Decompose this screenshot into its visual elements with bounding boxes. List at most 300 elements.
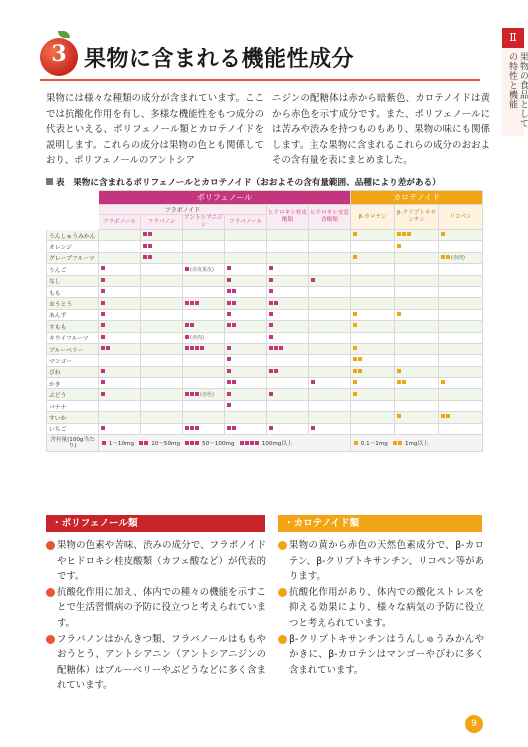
legend-text: 10～50mg [151,441,181,448]
content-cell [439,252,483,263]
legend-row [47,435,483,452]
carotenoid-bullet-list [278,538,484,678]
content-cell [439,321,483,332]
list-item-text: 果物の色素や苦味、渋みの成分で、フラボノイドやヒドロキシ桂皮酸類（カフェ酸など）が代表的です。 [57,540,266,583]
legend-swatch [250,441,254,445]
amount-marker [101,289,105,293]
amount-marker [274,369,278,373]
amount-marker [185,267,189,271]
fruit-name: もも [47,286,99,297]
fruit-name: びわ [47,366,99,377]
content-cell [351,343,395,354]
content-cell [183,230,225,241]
amount-marker [227,380,231,384]
content-cell [309,252,351,263]
content-cell [267,264,309,275]
section-title: 果物に含まれる機能性成分 [84,47,355,72]
amount-marker [397,380,401,384]
content-cell [99,412,141,423]
content-cell [439,286,483,297]
amount-marker [232,289,236,293]
content-cell [309,400,351,411]
legend-label: 含有量(100g当たり) [47,435,99,452]
content-cell [351,321,395,332]
amount-marker [232,426,236,430]
col-header: β-カロテン [351,205,395,230]
content-cell [395,252,439,263]
content-cell [183,423,225,434]
amount-marker [353,357,357,361]
content-cell [183,343,225,354]
content-cell [225,366,267,377]
table-row [47,332,483,343]
table-row [47,389,483,400]
content-cell [141,252,183,263]
content-cell [439,241,483,252]
content-cell [99,366,141,377]
list-item [278,632,484,679]
content-cell [439,378,483,389]
title-underline [40,79,480,81]
content-cell [267,400,309,411]
bullet-icon [278,635,287,644]
fruit-name: キウイフルーツ [47,332,99,343]
amount-marker [232,380,236,384]
amount-marker [269,323,273,327]
table-row [47,412,483,423]
amount-marker [446,414,450,418]
fruit-name: あんず [47,309,99,320]
content-cell [267,286,309,297]
amount-marker [232,301,236,305]
content-cell [309,343,351,354]
legend-swatch [398,441,402,445]
content-cell [267,275,309,286]
content-cell [267,241,309,252]
fruit-name: いちご [47,423,99,434]
corner-cell [47,191,99,230]
content-cell [225,412,267,423]
amount-marker [101,278,105,282]
content-cell [439,412,483,423]
table-row [47,366,483,377]
content-cell [439,332,483,343]
content-cell [351,309,395,320]
legend-swatch [393,441,397,445]
content-cell [225,230,267,241]
amount-marker [190,323,194,327]
content-cell [309,286,351,297]
amount-marker [269,289,273,293]
amount-marker [190,392,194,396]
amount-marker [269,312,273,316]
content-cell [183,321,225,332]
amount-marker [353,380,357,384]
content-cell [309,241,351,252]
content-cell [267,378,309,389]
content-cell [183,332,225,343]
amount-marker [190,346,194,350]
amount-marker [441,380,445,384]
content-cell [351,400,395,411]
legend-text: 1mg以上 [404,441,429,448]
amount-marker [227,312,231,316]
amount-marker [185,301,189,305]
content-cell [309,321,351,332]
content-cell [439,264,483,275]
content-cell [99,389,141,400]
content-cell [99,230,141,241]
content-cell [439,343,483,354]
content-cell [141,343,183,354]
amount-marker [274,346,278,350]
amount-marker [397,312,401,316]
content-cell [99,286,141,297]
content-cell [225,332,267,343]
content-cell [395,230,439,241]
amount-marker [227,369,231,373]
content-cell [183,389,225,400]
table-caption-text: 表 果物に含まれるポリフェノールとカロテノイド（おおよその含有量範囲、品種により差がある） [56,178,441,188]
fruit-name: すいか [47,412,99,423]
fruit-name: グレープフルーツ [47,252,99,263]
content-cell [141,378,183,389]
content-cell [351,378,395,389]
apple-icon [40,38,78,76]
table-body [47,230,483,435]
amount-marker [353,346,357,350]
content-cell [439,423,483,434]
amount-marker [269,301,273,305]
amount-marker [227,323,231,327]
content-cell [439,230,483,241]
section-number: 3 [51,41,67,67]
bullet-icon [278,541,287,550]
amount-marker [148,255,152,259]
content-cell [99,264,141,275]
fruit-name: うんしゅうみかん [47,230,99,241]
amount-marker [269,392,273,396]
content-cell [351,275,395,286]
fruit-name: ぶどう [47,389,99,400]
amount-marker [185,426,189,430]
content-cell [183,275,225,286]
amount-marker [227,289,231,293]
col-header: アントシアニジン [184,215,223,228]
content-cell [395,343,439,354]
content-cell [309,264,351,275]
col-header: β-クリプトキサンチン [395,205,439,230]
chapter-title: 果物の食品としての特性と機能 [507,52,528,128]
amount-marker [190,426,194,430]
list-item [278,538,484,585]
list-item [278,585,484,632]
content-cell [141,241,183,252]
content-cell [439,366,483,377]
amount-marker [143,255,147,259]
col-header: フラボノール [99,215,141,230]
amount-marker [143,244,147,248]
legend-swatch [144,441,148,445]
legend-swatch [139,441,143,445]
content-cell [99,252,141,263]
bullet-icon [278,588,287,597]
content-cell [309,298,351,309]
content-cell [225,286,267,297]
content-cell [309,389,351,400]
polyphenol-group-header: ポリフェノール [99,191,351,205]
table-caption [46,176,441,188]
content-cell [395,275,439,286]
col-header: ヒドロキシ安息香酸類 [309,205,351,230]
amount-marker [269,426,273,430]
content-cell [439,309,483,320]
content-cell [351,332,395,343]
amount-marker [358,357,362,361]
cell-note: (赤色) [200,392,214,399]
amount-marker [106,346,110,350]
content-cell [267,355,309,366]
content-cell [395,355,439,366]
fruit-name: バナナ [47,400,99,411]
amount-marker [227,357,231,361]
table-row [47,343,483,354]
legend-swatch [245,441,249,445]
amount-marker [101,266,105,270]
table-row [47,275,483,286]
content-cell [141,389,183,400]
amount-marker [101,312,105,316]
content-cell [141,286,183,297]
content-cell [183,412,225,423]
col-header: リコペン [439,205,483,230]
content-cell [225,400,267,411]
amount-marker [353,232,357,236]
amount-marker [397,232,401,236]
amount-marker [185,346,189,350]
intro-left-column: 果物には様々な種類の成分が含まれています。ここでは抗酸化作用を有し、多様な機能性をもつ成分の代表といえる、ポリフェノール類とカロテノイドを説明します。これらの成分は果物の色とも関係しており、ポリフェノールのアントシア [46,93,264,167]
amount-marker [148,232,152,236]
content-cell [309,378,351,389]
carotenoid-group-header: カロテノイド [351,191,483,205]
amount-marker [227,403,231,407]
content-cell [225,309,267,320]
content-cell [141,275,183,286]
col-header: ヒドロキシ桂皮酸類 [267,205,309,230]
content-cell [439,355,483,366]
content-cell [267,366,309,377]
list-item [46,632,266,694]
fruit-name: なし [47,275,99,286]
content-cell [351,423,395,434]
content-cell [141,400,183,411]
content-cell [439,400,483,411]
content-cell [183,298,225,309]
content-cell [267,412,309,423]
content-cell [225,275,267,286]
content-cell [395,389,439,400]
amount-marker [407,232,411,236]
content-cell [99,343,141,354]
amount-marker [353,392,357,396]
amount-marker [402,232,406,236]
amount-marker [195,346,199,350]
table-row [47,241,483,252]
content-cell [309,309,351,320]
content-cell [183,366,225,377]
content-cell [141,332,183,343]
content-cell [225,423,267,434]
content-cell [309,412,351,423]
bullet-icon [46,588,55,597]
col-header: フラバノール [225,215,267,230]
content-cell [267,423,309,434]
content-cell [225,355,267,366]
content-cell [395,423,439,434]
content-cell [395,400,439,411]
amount-marker [227,392,231,396]
content-cell [99,400,141,411]
content-cell [309,366,351,377]
caption-marker [46,178,53,185]
amount-marker [397,369,401,373]
content-cell [225,389,267,400]
content-cell [309,355,351,366]
amount-marker [148,244,152,248]
amount-marker [101,323,105,327]
content-cell [395,378,439,389]
amount-marker [269,369,273,373]
content-cell [99,378,141,389]
amount-marker [195,426,199,430]
amount-marker [227,301,231,305]
content-cell [267,321,309,332]
content-cell [183,252,225,263]
legend-text: 50～100mg [202,441,235,448]
intro-right-column: ニジンの配糖体は赤から暗紫色、カロテノイドは黄から赤色を示す成分です。また、ポリフェノールには苦みや渋みを持つものもあり、果物の味にも関係します。主な果物に含まれるこれらの成分のおおよその含有量を表にまとめました。 [272,93,490,167]
fruit-name: おうとう [47,298,99,309]
list-item-text: 果物の黄から赤色の天然色素成分で、β-カロテン、β-クリプトキサンチン、リコペン等があります。 [289,540,484,583]
content-cell [141,412,183,423]
content-cell [183,264,225,275]
content-cell [99,332,141,343]
amount-marker [311,380,315,384]
amount-marker [353,369,357,373]
amount-marker [227,278,231,282]
content-cell [141,423,183,434]
amount-marker [279,346,283,350]
amount-marker [101,301,105,305]
content-table-wrapper [46,190,482,452]
amount-marker [311,278,315,282]
content-cell [99,241,141,252]
content-cell [439,389,483,400]
content-cell [439,275,483,286]
list-item [46,538,266,585]
amount-marker [101,380,105,384]
fruit-name: オレンジ [47,241,99,252]
content-cell [395,286,439,297]
table-row [47,230,483,241]
table-row [47,400,483,411]
amount-marker [227,346,231,350]
amount-marker [269,266,273,270]
amount-marker [200,346,204,350]
content-cell [267,252,309,263]
content-cell [141,355,183,366]
carotenoid-legend [351,435,483,452]
content-cell [99,275,141,286]
table-row [47,286,483,297]
content-cell [351,389,395,400]
fruit-name: すもも [47,321,99,332]
amount-marker [353,323,357,327]
legend-swatch [195,441,199,445]
amount-marker [195,392,199,396]
list-item-text: β-クリプトキサンチンはうんしゅうみかんやかきに、β-カロテンはマンゴーやびわに多く含まれています。 [289,633,484,676]
bullet-icon [46,635,55,644]
content-cell [267,343,309,354]
amount-marker [227,426,231,430]
content-cell [99,309,141,320]
amount-marker [446,255,450,259]
content-cell [99,321,141,332]
content-cell [99,298,141,309]
content-cell [183,400,225,411]
content-cell [225,264,267,275]
content-cell [225,378,267,389]
flavonoid-header: フラボノイド [99,205,267,215]
legend-swatch [190,441,194,445]
polyphenol-section-header: ・ポリフェノール類 [46,515,265,532]
content-cell [395,366,439,377]
content-cell [351,252,395,263]
amount-marker [353,312,357,316]
amount-marker [101,346,105,350]
bullet-icon [46,541,55,550]
amount-marker [441,414,445,418]
legend-text: 0.1～1mg [360,441,388,448]
table-row [47,423,483,434]
fruit-name: マンゴー [47,355,99,366]
chapter-number: Ⅱ [502,28,524,48]
amount-marker [185,323,189,327]
fruit-name: かき [47,378,99,389]
amount-marker [358,369,362,373]
content-cell [99,423,141,434]
amount-marker [311,426,315,430]
cell-note: (赤肉) [190,335,204,342]
amount-marker [101,335,105,339]
content-cell [225,321,267,332]
amount-marker [232,323,236,327]
content-cell [141,264,183,275]
amount-marker [274,301,278,305]
amount-marker [269,335,273,339]
content-table [46,190,483,452]
page-number: 9 [465,715,483,733]
content-cell [395,332,439,343]
polyphenol-legend [99,435,351,452]
content-cell [309,275,351,286]
content-cell [183,378,225,389]
carotenoid-section-header: ・カロテノイド類 [278,515,482,532]
content-cell [141,309,183,320]
amount-marker [353,255,357,259]
chapter-side-tab [502,28,528,136]
amount-marker [227,266,231,270]
content-cell [267,298,309,309]
